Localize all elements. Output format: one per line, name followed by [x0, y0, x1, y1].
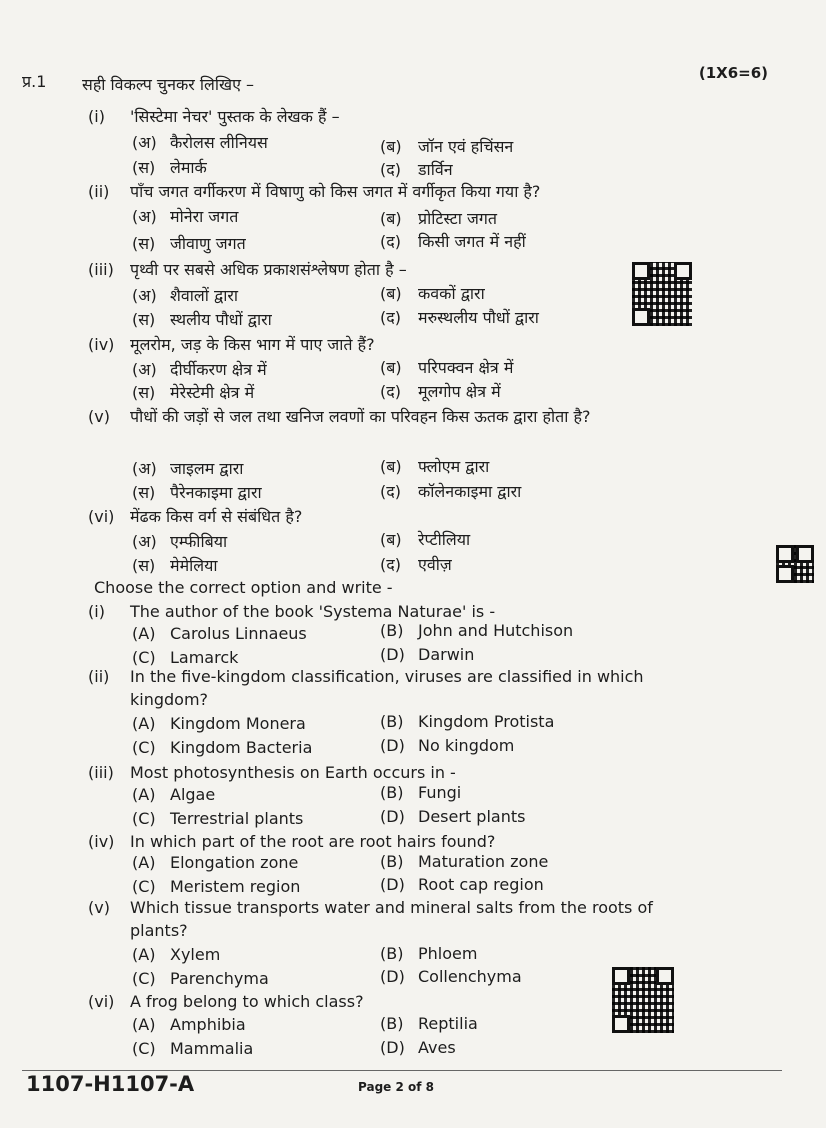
option-text: Lamarck	[170, 648, 239, 667]
option-label: (ब)	[380, 284, 402, 303]
question-text: In which part of the root are root hairs found?	[130, 832, 496, 851]
marks-label: (1X6=6)	[698, 64, 768, 82]
question	[88, 333, 708, 356]
question-label: (iv)	[88, 335, 115, 354]
option-text: Elongation zone	[170, 853, 299, 872]
option-label: (A)	[132, 945, 156, 964]
option	[380, 158, 640, 180]
question-label: (vi)	[88, 992, 115, 1011]
option-label: (D)	[380, 807, 405, 826]
option-label: (द)	[380, 160, 401, 179]
question-text: मेंढक किस वर्ग से संबंधित है?	[130, 507, 303, 526]
option-label: (ब)	[380, 530, 402, 549]
option	[132, 1039, 392, 1058]
question-label: (v)	[88, 407, 110, 426]
page-number: Page 2 of 8	[358, 1080, 434, 1094]
option	[380, 455, 640, 477]
option-label: (B)	[380, 852, 404, 871]
qr-code-icon	[776, 545, 814, 583]
footer-divider	[22, 1070, 782, 1071]
question-text: पाँच जगत वर्गीकरण में विषाणु को किस जगत में वर्गीकृत किया गया है?	[130, 182, 541, 201]
option	[132, 969, 392, 988]
question-text: पृथ्वी पर सबसे अधिक प्रकाशसंश्लेषण होता है –	[130, 260, 407, 279]
option	[132, 205, 392, 227]
option-text: No kingdom	[418, 736, 515, 755]
option-label: (A)	[132, 785, 156, 804]
option-label: (ब)	[380, 457, 402, 476]
option	[380, 852, 640, 871]
option-label: (D)	[380, 736, 405, 755]
option-text: एम्फीबिया	[170, 532, 228, 551]
question-text: Which tissue transports water and mineral salts from the roots of plants?	[130, 898, 653, 940]
option-label: (B)	[380, 621, 404, 640]
option-text: Xylem	[170, 945, 221, 964]
question-text: 'सिस्टेमा नेचर' पुस्तक के लेखक हैं –	[130, 107, 340, 126]
option	[132, 853, 392, 872]
option-text: मोनेरा जगत	[170, 207, 239, 226]
option-label: (अ)	[132, 532, 157, 551]
question	[88, 665, 708, 711]
option-label: (C)	[132, 1039, 156, 1058]
option	[132, 530, 392, 552]
option-label: (स)	[132, 158, 156, 177]
option-label: (द)	[380, 232, 401, 251]
option	[380, 621, 640, 640]
question	[88, 761, 708, 784]
question	[88, 505, 708, 528]
option-label: (B)	[380, 712, 404, 731]
option	[132, 131, 392, 153]
option-text: मूलगोप क्षेत्र में	[418, 382, 501, 401]
question-text: A frog belong to which class?	[130, 992, 364, 1011]
option-text: फ्लोएम द्वारा	[418, 457, 490, 476]
option-text: कवकों द्वारा	[418, 284, 485, 303]
option-label: (अ)	[132, 459, 157, 478]
question-text: In the five-kingdom classification, viruses are classified in which kingdom?	[130, 667, 644, 709]
option-text: Phloem	[418, 944, 478, 963]
option-text: लेमार्क	[170, 158, 207, 177]
option-text: परिपक्वन क्षेत्र में	[418, 358, 514, 377]
option-label: (अ)	[132, 207, 157, 226]
option-label: (द)	[380, 555, 401, 574]
option-text: Terrestrial plants	[170, 809, 304, 828]
option-text: स्थलीय पौधों द्वारा	[170, 310, 272, 329]
option	[132, 624, 392, 643]
option-text: मरुस्थलीय पौधों द्वारा	[418, 308, 539, 327]
option	[132, 554, 392, 576]
question	[88, 258, 708, 281]
option-label: (B)	[380, 783, 404, 802]
option	[380, 553, 640, 575]
option-text: दीर्घीकरण क्षेत्र में	[170, 360, 267, 379]
option-label: (ब)	[380, 209, 402, 228]
option-label: (अ)	[132, 133, 157, 152]
question-label: (vi)	[88, 507, 115, 526]
option	[132, 481, 392, 503]
option-text: जीवाणु जगत	[170, 234, 246, 253]
option	[380, 230, 640, 252]
option-text: Fungi	[418, 783, 462, 802]
option	[380, 135, 640, 157]
english-section-title: Choose the correct option and write -	[94, 578, 393, 597]
option-label: (स)	[132, 483, 156, 502]
question	[88, 105, 708, 128]
option	[380, 306, 640, 328]
option	[132, 945, 392, 964]
option-text: जाइलम द्वारा	[170, 459, 244, 478]
question-label: (i)	[88, 602, 105, 621]
option	[132, 714, 392, 733]
option	[380, 1014, 640, 1033]
option-label: (A)	[132, 853, 156, 872]
option-label: (द)	[380, 308, 401, 327]
option-label: (B)	[380, 944, 404, 963]
option-text: Kingdom Protista	[418, 712, 555, 731]
option	[132, 358, 392, 380]
option-text: Parenchyma	[170, 969, 269, 988]
option-text: Maturation zone	[418, 852, 549, 871]
option-text: Root cap region	[418, 875, 544, 894]
question-label: (ii)	[88, 182, 110, 201]
option	[132, 284, 392, 306]
option	[380, 712, 640, 731]
option-label: (स)	[132, 556, 156, 575]
question-text: Most photosynthesis on Earth occurs in -	[130, 763, 456, 782]
question	[88, 830, 708, 853]
option	[380, 944, 640, 963]
option-text: कैरोलस लीनियस	[170, 133, 268, 152]
question-label: (iii)	[88, 260, 114, 279]
option-label: (द)	[380, 482, 401, 501]
option-text: Kingdom Monera	[170, 714, 306, 733]
option-text: जॉन एवं हचिंसन	[418, 137, 514, 156]
option	[380, 380, 640, 402]
option	[132, 457, 392, 479]
option	[380, 807, 640, 826]
option	[132, 738, 392, 757]
option-label: (D)	[380, 967, 405, 986]
option-text: Collenchyma	[418, 967, 522, 986]
option	[380, 1038, 640, 1057]
option-text: Kingdom Bacteria	[170, 738, 313, 757]
option-label: (C)	[132, 809, 156, 828]
question-text: मूलरोम, जड़ के किस भाग में पाए जाते हैं?	[130, 335, 375, 354]
option-text: पैरेनकाइमा द्वारा	[170, 483, 262, 502]
question	[88, 405, 708, 428]
option	[380, 528, 640, 550]
option-label: (D)	[380, 645, 405, 664]
option-text: Meristem region	[170, 877, 301, 896]
option	[380, 645, 640, 664]
option-text: डार्विन	[418, 160, 453, 179]
option-label: (ब)	[380, 137, 402, 156]
option-label: (स)	[132, 310, 156, 329]
option-label: (A)	[132, 624, 156, 643]
option-text: एवीज़	[418, 555, 452, 574]
option-text: Aves	[418, 1038, 456, 1057]
option	[380, 967, 640, 986]
option-text: John and Hutchison	[418, 621, 574, 640]
option-text: Carolus Linnaeus	[170, 624, 307, 643]
option	[380, 207, 640, 229]
option	[132, 877, 392, 896]
option-text: मेमेलिया	[170, 556, 218, 575]
question	[88, 896, 708, 942]
option-label: (C)	[132, 648, 156, 667]
option-text: Mammalia	[170, 1039, 254, 1058]
option-text: प्रोटिस्टा जगत	[418, 209, 497, 228]
option	[380, 282, 640, 304]
option-label: (B)	[380, 1014, 404, 1033]
option-label: (अ)	[132, 286, 157, 305]
option-text: Amphibia	[170, 1015, 246, 1034]
option-label: (D)	[380, 1038, 405, 1057]
question	[88, 600, 708, 623]
question-text: पौधों की जड़ों से जल तथा खनिज लवणों का परिवहन किस ऊतक द्वारा होता है?	[130, 407, 591, 426]
option-label: (द)	[380, 382, 401, 401]
option	[132, 785, 392, 804]
qr-code-icon	[632, 262, 692, 326]
option-label: (C)	[132, 738, 156, 757]
option-text: कॉलेनकाइमा द्वारा	[418, 482, 522, 501]
option-label: (स)	[132, 234, 156, 253]
question-label: (ii)	[88, 667, 110, 686]
option	[132, 232, 392, 254]
option-label: (C)	[132, 969, 156, 988]
option	[380, 356, 640, 378]
option-text: रेप्टीलिया	[418, 530, 471, 549]
option-label: (A)	[132, 1015, 156, 1034]
question-label: (i)	[88, 107, 105, 126]
question-number: प्र.1	[22, 72, 47, 91]
option	[132, 156, 392, 178]
option	[380, 480, 640, 502]
paper-code: 1107-H1107-A	[26, 1072, 195, 1096]
option	[132, 1015, 392, 1034]
option-label: (D)	[380, 875, 405, 894]
question-label: (v)	[88, 898, 110, 917]
option-text: किसी जगत में नहीं	[418, 232, 526, 251]
option-text: Darwin	[418, 645, 475, 664]
option-text: शैवालों द्वारा	[170, 286, 239, 305]
option	[380, 783, 640, 802]
option-text: Reptilia	[418, 1014, 478, 1033]
option-label: (C)	[132, 877, 156, 896]
option-label: (A)	[132, 714, 156, 733]
option-text: Algae	[170, 785, 216, 804]
question-label: (iv)	[88, 832, 115, 851]
hindi-section-title: सही विकल्प चुनकर लिखिए –	[82, 75, 255, 94]
option	[132, 308, 392, 330]
option	[132, 809, 392, 828]
option	[132, 381, 392, 403]
question-text: The author of the book 'Systema Naturae' is -	[130, 602, 496, 621]
option-text: मेरेस्टेमी क्षेत्र में	[170, 383, 255, 402]
option-label: (अ)	[132, 360, 157, 379]
option-label: (स)	[132, 383, 156, 402]
option	[380, 736, 640, 755]
option-label: (ब)	[380, 358, 402, 377]
qr-code-icon	[612, 967, 674, 1033]
option-text: Desert plants	[418, 807, 526, 826]
option	[380, 875, 640, 894]
question	[88, 180, 708, 203]
question-label: (iii)	[88, 763, 114, 782]
